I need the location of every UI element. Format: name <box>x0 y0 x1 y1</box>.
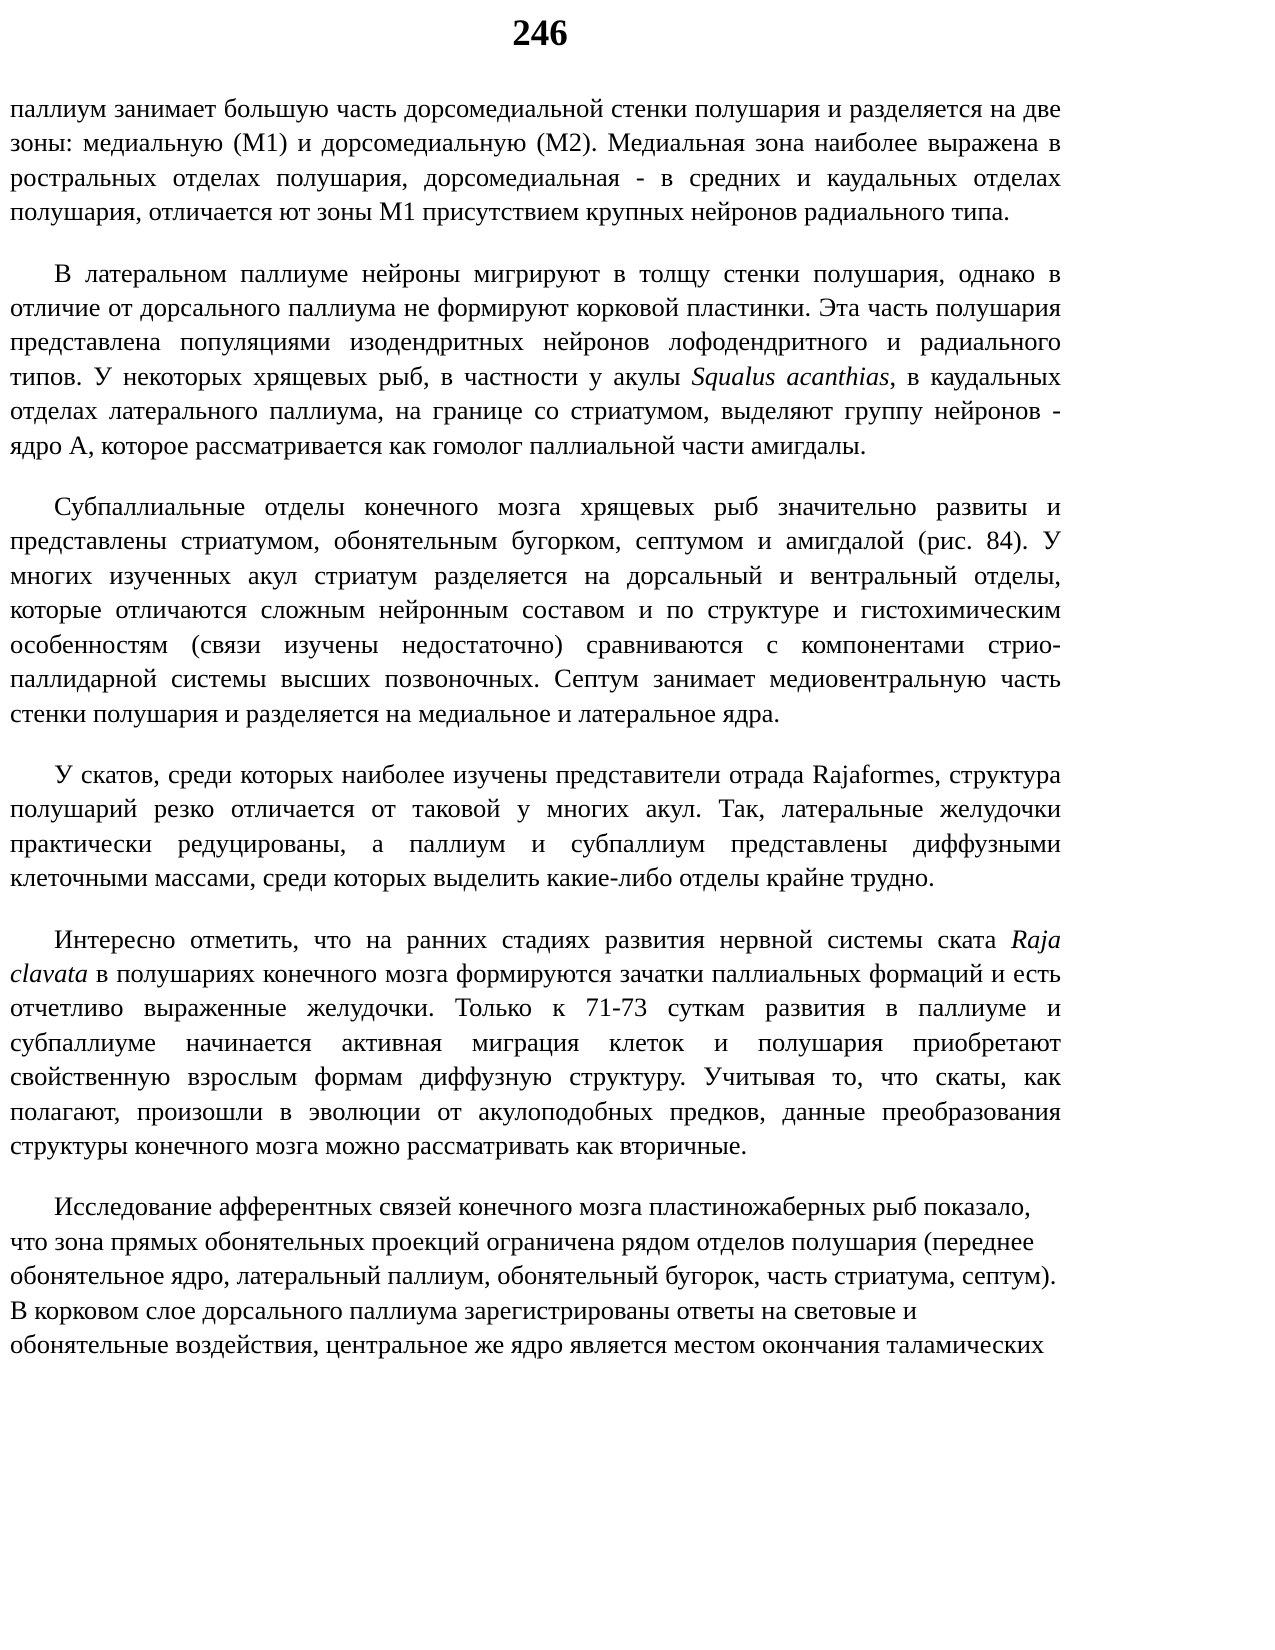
paragraph-raja-development <box>10 922 1061 1163</box>
paragraph-text: В латеральном паллиуме нейроны мигрируют в толщу стенки полушария, однако в отличие от дорсального паллиума не формируют корковой пластинки. Эта часть полушария представлена популяциями изодендритных нейронов лофодендритного и радиального типов. У некоторых хрящевых рыб, в частности у акулы <box>10 257 1061 391</box>
paragraph-lateral-pallium <box>10 256 1061 462</box>
paragraph-text: паллиум занимает большую часть дорсомедиальной стенки полушария и разделяется на две зоны: медиальную (М1) и дорсомедиальную (М2). Медиальная зона наиболее выражена в ростральных отделах полушария, дорсомедиальная - в средних и каудальных отделах полушария, отличается ют зоны М1 присутствием крупных нейронов радиального типа. <box>10 93 1061 227</box>
paragraph-text: У скатов, среди которых наиболее изучены представители отрада Rajaformes, структура полушарий резко отличается от таковой у многих акул. Так, латеральные желудочки практически редуцированы, а паллиум и субпаллиум представлены диффузными клеточными массами, среди которых выделить какие-либо отделы крайне трудно. <box>10 758 1061 893</box>
paragraph-text: , в каудальных отделах латерального паллиума, на границе со стриатумом, выделяют группу нейронов - ядро А, которое рассматривается как гомолог паллиальной части амигдалы. <box>10 360 1061 460</box>
species-name: Raja clavata <box>10 923 1061 988</box>
paragraph-subpallium <box>10 489 1061 730</box>
paragraph-rays <box>10 757 1061 895</box>
paragraph-text: Субпаллиальные отделы конечного мозга хрящевых рыб значительно развиты и представлены стриатумом, обонятельным бугорком, септумом и амигдалой (рис. 84). У многих изученных акул стриатум разделяется на дорсальный и вентральный отделы, которые отличаются сложным нейронным составом и по структуре и гистохимическим особенностям (связи изучены недостаточно) сравниваются с компонентами стрио-паллидарной системы высших позвоночных. Септум занимает медиовентральную часть стенки полушария и разделяется на медиальное и латеральное ядра. <box>10 491 1061 728</box>
paragraph-afferent-connections <box>10 1189 1061 1361</box>
species-name: Squalus acanthias <box>691 360 890 391</box>
paragraph-text: в полушариях конечного мозга формируются зачатки паллиальных формаций и есть отчетливо выраженные желудочки. Только к 71-73 суткам развития в паллиуме и субпаллиуме начинается активная миграция клеток и полушария приобретают свойственную взрослым формам диффузную структуру. Учитывая то, что скаты, как полагают, произошли в эволюции от акулоподобных предков, данные преобразования структуры конечного мозга можно рассматривать как вторичные. <box>10 957 1061 1160</box>
page-number: 246 <box>512 13 568 54</box>
paragraph-pallium-zones <box>10 91 1061 229</box>
paragraph-text: Интересно отметить, что на ранних стадиях развития нервной системы ската <box>54 923 1011 954</box>
paragraph-text: Исследование афферентных связей конечного мозга пластиножаберных рыб показало, что зона прямых обонятельных проекций ограничена рядом отделов полушария (переднее обонятельное ядро, латеральный паллиум, обонятельный бугорок, часть стриатума, септум). В корковом слое дорсального паллиума зарегистрированы ответы на световые и обонятельные воздействия, центральное же ядро является местом окончания таламических <box>10 1191 1057 1359</box>
document-body <box>10 91 1061 1388</box>
